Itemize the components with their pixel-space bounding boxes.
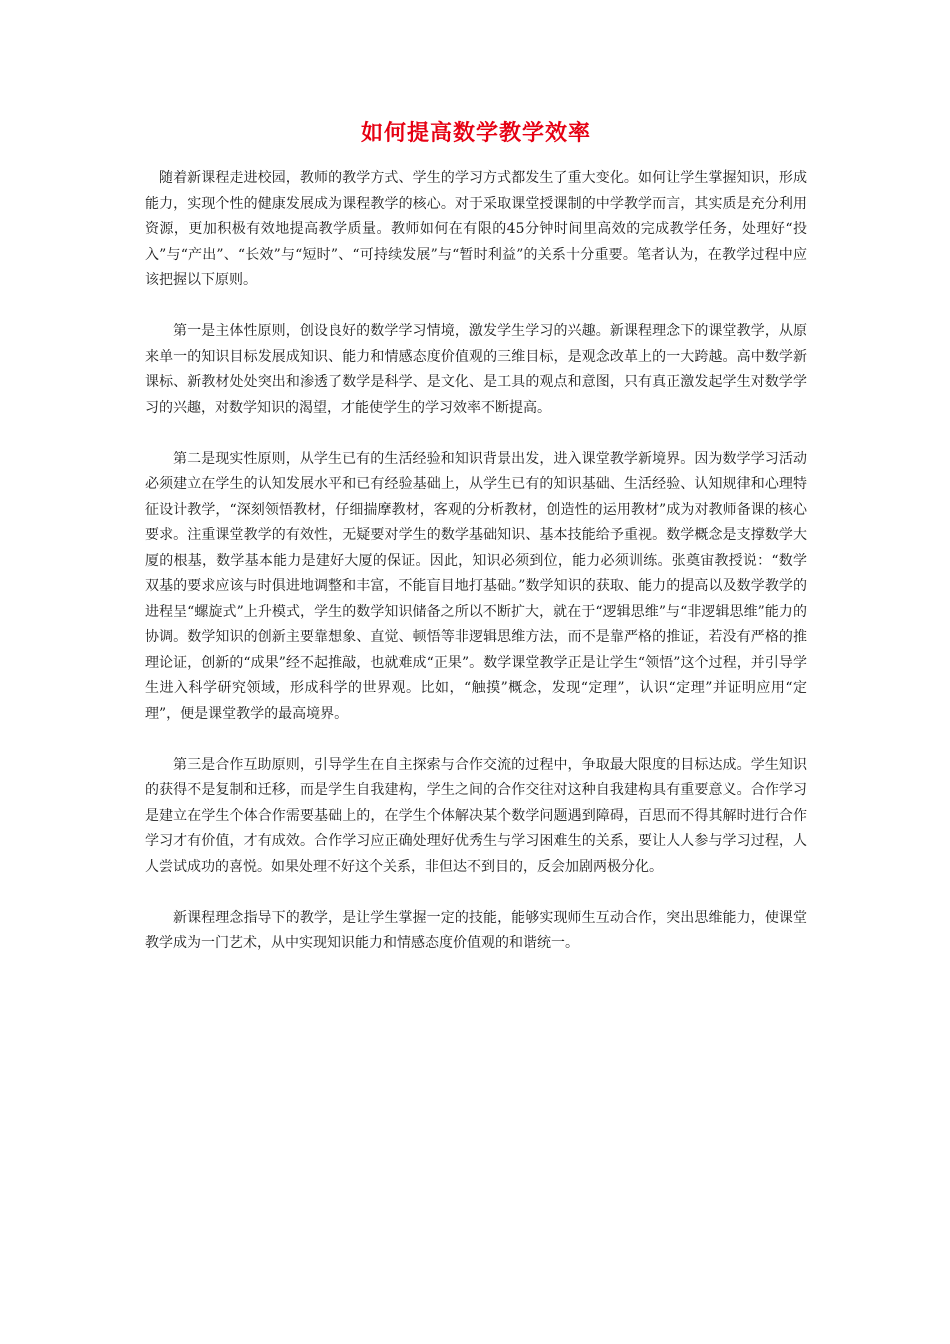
paragraph-gap: [145, 880, 807, 906]
document-page: [145, 118, 807, 957]
paragraph-conclusion: 新课程理念指导下的教学，是让学生掌握一定的技能，能够实现师生互动合作，突出思维能力，使课堂教学成为一门艺术，从中实现知识能力和情感态度价值观的和谐统一。: [145, 909, 807, 951]
document-title: 如何提高数学教学效率: [360, 120, 591, 146]
paragraph-gap: [145, 294, 807, 320]
paragraph-principle-2: 第二是现实性原则，从学生已有的生活经验和知识背景出发，进入课堂教学新境界。因为数学学习活动必须建立在学生的认知发展水平和已有经验基础上，从学生已有的知识基础、生活经验、认知规律和心理特征设计教学，“深刻领悟教材，仔细揣摩教材，客观的分析教材，创造性的运用教材”成为对教师备课的核心要求。注重课堂教学的有效性，无疑要对学生的数学基础知识、基本技能给予重视。数学概念是支撑数学大厦的根基，数学基本能力是建好大厦的保证。因此，知识必须到位，能力必须训练。张奠宙教授说：“数学双基的要求应该与时俱进地调整和丰富，不能盲目地打基础。”数学知识的获取、能力的提高以及数学教学的进程呈“螺旋式”上升模式，学生的数学知识储备之所以不断扩大，就在于“逻辑思维”与“非逻辑思维”能力的协调。数学知识的创新主要靠想象、直觉、顿悟等非逻辑思维方法，而不是靠严格的推证，若没有严格的推理论证，创新的“成果”经不起推敲，也就难成“正果”。数学课堂教学正是让学生“领悟”这个过程，并引导学生进入科学研究领域，形成科学的世界观。比如，“触摸”概念，发现“定理”，认识“定理”并证明应用“定理”，便是课堂教学的最高境界。: [145, 450, 807, 722]
paragraph-principle-1: 第一是主体性原则，创设良好的数学学习情境，激发学生学习的兴趣。新课程理念下的课堂教学，从原来单一的知识目标发展成知识、能力和情感态度价值观的三维目标，是观念改革上的一大跨越。高中数学新课标、新教材处处突出和渗透了数学是科学、是文化、是工具的观点和意图，只有真正激发起学生对数学学习的兴趣，对数学知识的渴望，才能使学生的学习效率不断提高。: [145, 323, 807, 416]
paragraph-principle-3: 第三是合作互助原则，引导学生在自主探索与合作交流的过程中，争取最大限度的目标达成。学生知识的获得不是复制和迁移，而是学生自我建构，学生之间的合作交往对这种自我建构具有重要意义。合作学习是建立在学生个体合作需要基础上的，在学生个体解决某个数学问题遇到障碍，百思而不得其解时进行合作学习才有价值，才有成效。合作学习应正确处理好优秀生与学习困难生的关系，要让人人参与学习过程，人人尝试成功的喜悦。如果处理不好这个关系，非但达不到目的，反会加剧两极分化。: [145, 756, 807, 875]
paragraph-intro: 随着新课程走进校园，教师的教学方式、学生的学习方式都发生了重大变化。如何让学生掌握知识，形成能力，实现个性的健康发展成为课程教学的核心。对于采取课堂授课制的中学教学而言，其实质是充分利用资源，更加积极有效地提高教学质量。教师如何在有限的45分钟时间里高效的完成教学任务，处理好“投入”与“产出”、“长效”与“短时”、“可持续发展”与“暂时利益”的关系十分重要。笔者认为，在教学过程中应该把握以下原则。: [145, 170, 807, 288]
paragraph-gap: [145, 421, 807, 447]
paragraph-gap: [145, 727, 807, 753]
